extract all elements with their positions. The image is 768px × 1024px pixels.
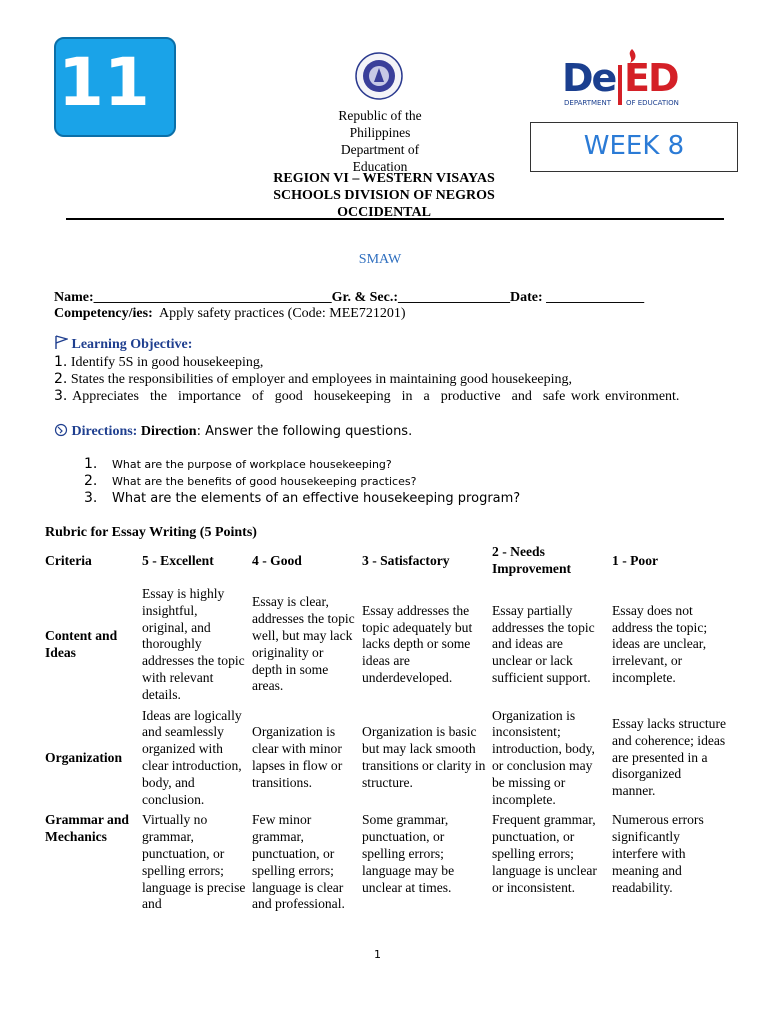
table-cell: Virtually no grammar, punctuation, or spelling errors; language is precise and xyxy=(142,812,246,912)
grade-badge xyxy=(54,37,176,137)
directions-label: Directions: xyxy=(71,424,138,439)
directions-line xyxy=(54,423,412,440)
table-cell: Numerous errors significantly interfere with meaning and readability. xyxy=(612,812,704,895)
question-item: 2. What are the benefits of good housekeeping practices? xyxy=(84,473,417,489)
table-header-row xyxy=(42,538,729,584)
criteria-cell: Organization xyxy=(45,749,123,765)
table-cell: Ideas are logically and seamlessly organized with clear introduction, body, and conclusion. xyxy=(142,707,242,807)
question-item: 1. What are the purpose of workplace housekeeping? xyxy=(84,456,392,472)
table-cell: Essay is highly insightful, original, and thoroughly addresses the topic with relevant details. xyxy=(142,586,245,702)
name-label: Name: xyxy=(54,290,94,305)
region-heading xyxy=(230,170,538,221)
competency-label: Competency/ies: xyxy=(54,306,153,321)
republic-heading: Republic of the Philippines Department of Education xyxy=(338,108,422,174)
grsec-blank[interactable]: ________________ xyxy=(398,290,511,305)
column-header: Criteria xyxy=(45,552,92,568)
name-blank[interactable]: __________________________________ xyxy=(93,290,332,305)
deped-seal-icon xyxy=(355,52,403,100)
grsec-label: Gr. & Sec.: xyxy=(331,290,399,305)
table-cell: Few minor grammar, punctuation, or spelling errors; language is clear and professional. xyxy=(252,812,345,912)
svg-text:OF EDUCATION: OF EDUCATION xyxy=(626,99,679,107)
week-label: WEEK xyxy=(583,131,660,161)
table-cell: Essay does not address the topic; ideas are unclear, irrelevant, or incomplete. xyxy=(612,602,708,685)
table-cell: Organization is inconsistent; introduction, body, or conclusion may be missing or incomplete. xyxy=(492,707,595,807)
student-info-line xyxy=(54,290,644,306)
competency-value: Apply safety practices (Code: MEE721201) xyxy=(159,306,406,321)
date-label: Date xyxy=(510,290,539,305)
page-number: 1 xyxy=(374,948,381,961)
svg-text:DEPARTMENT: DEPARTMENT xyxy=(564,99,611,107)
header-divider xyxy=(66,218,724,220)
svg-text:De: De xyxy=(562,56,616,100)
grade-number: 11 xyxy=(58,44,150,121)
date-blank[interactable]: : ______________ xyxy=(538,290,645,305)
learning-objective-label: Learning Objective: xyxy=(71,337,193,352)
table-cell: Essay lacks structure and coherence; ideas are presented in a disorganized manner. xyxy=(612,715,727,799)
table-cell: Frequent grammar, punctuation, or spelling errors; language is unclear or inconsistent. xyxy=(492,812,597,895)
week-number: 8 xyxy=(667,131,685,161)
table-row xyxy=(42,810,729,915)
hand-pointer-icon xyxy=(54,423,68,437)
objective-item: 1. Identify 5S in good housekeeping, xyxy=(54,354,264,370)
question-item: 3. What are the elements of an effective housekeeping program? xyxy=(84,490,521,506)
table-cell: Essay is clear, addresses the topic well, but may lack originality or depth in some areas. xyxy=(252,594,355,694)
rubric-table xyxy=(42,538,729,915)
region-line: REGION VI – WESTERN VISAYAS xyxy=(273,171,495,186)
division-line: SCHOOLS DIVISION OF NEGROS OCCIDENTAL xyxy=(273,188,495,220)
directions-text: : Answer the following questions. xyxy=(196,424,413,439)
column-header: 4 - Good xyxy=(252,552,302,568)
table-cell: Essay partially addresses the topic and ideas are unclear or lack sufficient support. xyxy=(492,602,595,685)
competency-line xyxy=(54,306,406,322)
objective-item: 3. Appreciates the importance of good housekeeping in a productive and safe work environment. xyxy=(54,388,680,404)
table-row xyxy=(42,706,729,811)
column-header: 2 - Needs Improvement xyxy=(492,544,572,576)
column-header: 3 - Satisfactory xyxy=(362,552,450,568)
deped-logo-icon xyxy=(560,45,690,107)
table-row xyxy=(42,584,729,706)
svg-text:ED: ED xyxy=(624,56,678,100)
column-header: 1 - Poor xyxy=(612,552,659,568)
table-cell: Some grammar, punctuation, or spelling errors; language may be unclear at times. xyxy=(362,812,455,895)
week-box xyxy=(530,122,738,172)
flag-icon xyxy=(54,335,68,349)
objective-item: 2. States the responsibilities of employer and employees in maintaining good housekeeping, xyxy=(54,371,573,387)
column-header: 5 - Excellent xyxy=(142,552,214,568)
rubric-title: Rubric for Essay Writing (5 Points) xyxy=(45,525,257,540)
table-cell: Essay addresses the topic adequately but lacks depth or some ideas are underdeveloped. xyxy=(362,602,473,685)
direction-word: Direction xyxy=(140,424,197,439)
table-cell: Organization is clear with minor lapses in flow or transitions. xyxy=(252,724,343,790)
table-cell: Organization is basic but may lack smooth transitions or clarity in structure. xyxy=(362,724,486,790)
learning-objective-heading xyxy=(54,335,192,353)
criteria-cell: Content and Ideas xyxy=(45,627,118,660)
subject-title: SMAW xyxy=(358,252,402,267)
criteria-cell: Grammar and Mechanics xyxy=(45,812,129,845)
